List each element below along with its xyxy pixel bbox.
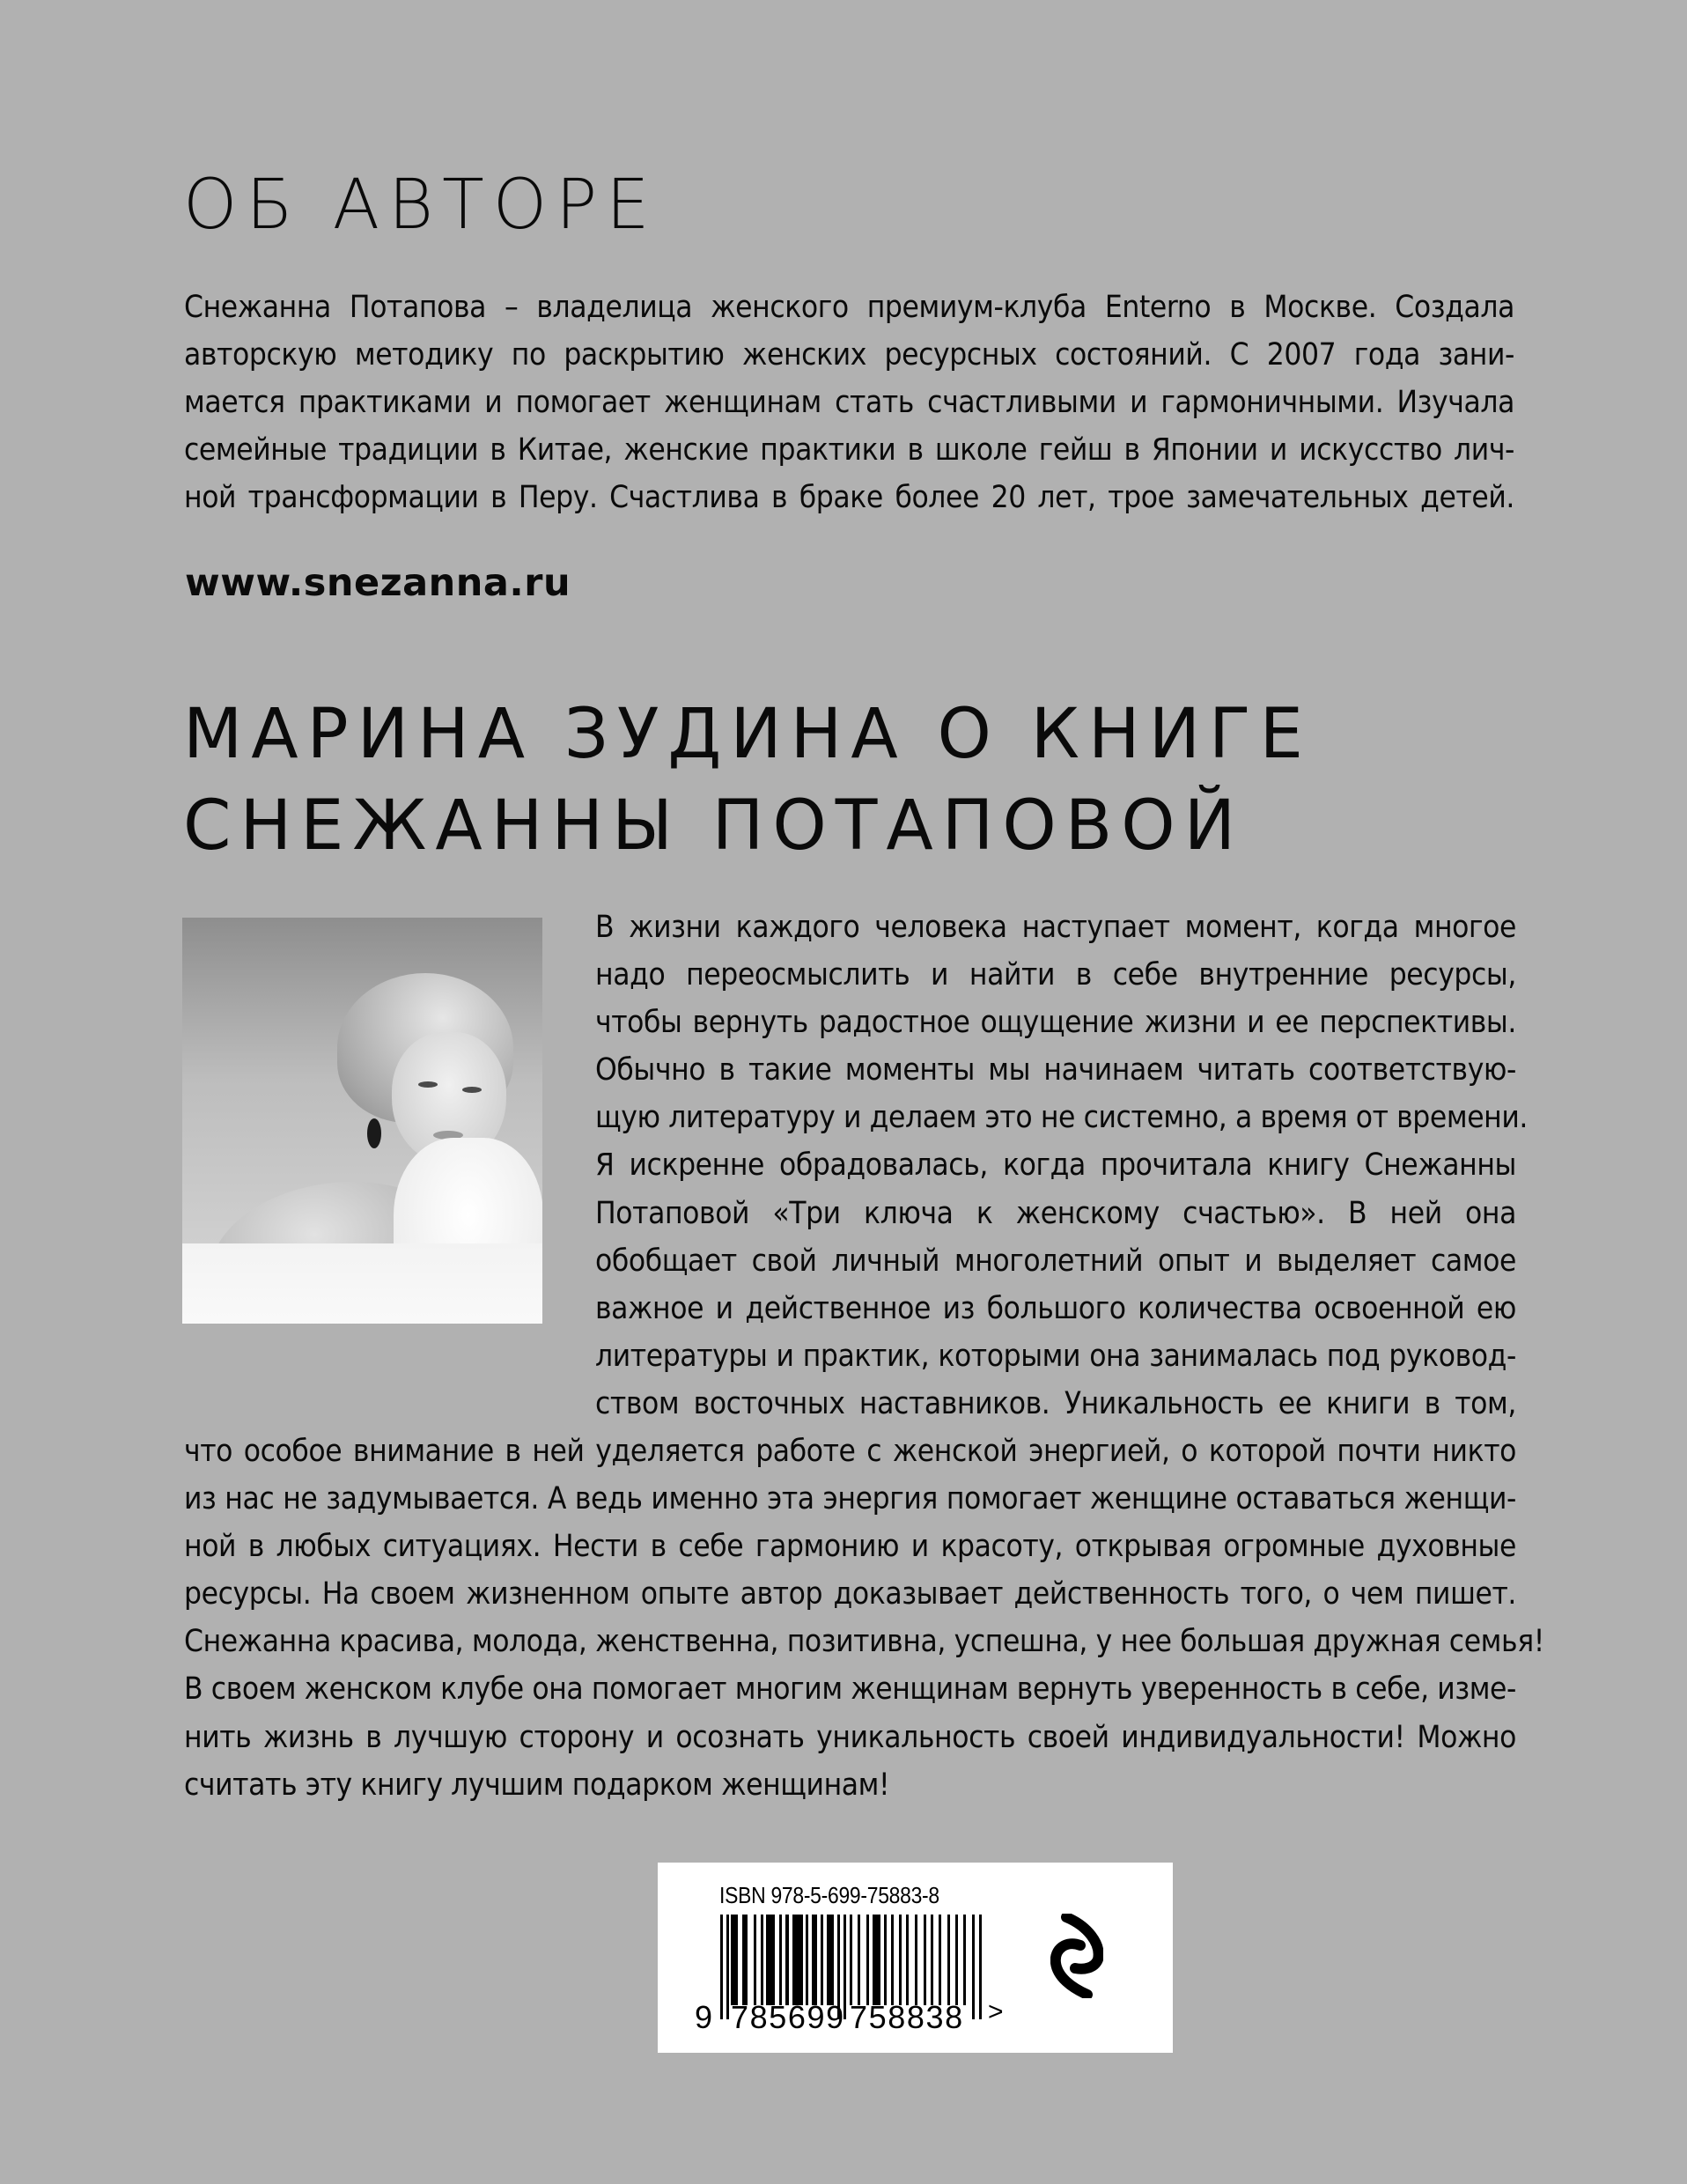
barcode-digit-first: 9 <box>695 1999 714 2035</box>
text-line: считать эту книгу лучшим подарком женщинам! <box>184 1767 890 1803</box>
text-line: ресурсы. На своем жизненном опыте автор доказывает действенность того, о чем пишет. <box>184 1576 1516 1612</box>
text-line: обобщает свой личный многолетний опыт и выделяет самое <box>595 1243 1516 1279</box>
about-author-paragraph <box>184 284 1514 521</box>
text-line: Обычно в такие моменты мы начинаем читать соответствую- <box>595 1052 1516 1088</box>
text-line: В своем женском клубе она помогает многим женщинам вернуть уверенность в себе, изме- <box>184 1671 1516 1708</box>
barcode-digits-right: 758838 <box>850 1999 964 2035</box>
text-line: литературы и практик, которыми она занималась под руковод- <box>595 1338 1516 1374</box>
barcode-arrow: > <box>988 1997 1006 2026</box>
text-line: В жизни каждого человека наступает момент, когда многое <box>595 910 1516 945</box>
photo-eye <box>418 1081 438 1088</box>
text-line: ством восточных наставников. Уникальность ее книги в том, <box>595 1385 1516 1421</box>
review-heading-line-1: МАРИНА ЗУДИНА О КНИГЕ <box>183 695 1312 774</box>
review-heading <box>183 689 1312 872</box>
text-line: нить жизнь в лучшую сторону и осознать уникальность своей индивидуальности! Можно <box>184 1719 1516 1755</box>
author-website-link[interactable]: www.snezanna.ru <box>185 561 571 605</box>
eksmo-logo-icon <box>1050 1914 1103 1998</box>
review-column-text <box>595 904 1529 1428</box>
text-line: Снежанна Потапова – владелица женского премиум-клуба Enterno в Москве. Создала <box>184 290 1514 325</box>
review-heading-line-2: СНЕЖАННЫ ПОТАПОВОЙ <box>183 786 1245 866</box>
text-line: Я искренне обрадовалась, когда прочитала книгу Снежанны <box>595 1147 1516 1184</box>
text-line: Снежанна красива, молода, женственна, позитивна, успешна, у нее большая дружная семья! <box>184 1624 1544 1660</box>
text-line: мается практиками и помогает женщинам стать счастливыми и гармоничными. Изучала <box>184 385 1514 421</box>
text-line: ной в любых ситуациях. Нести в себе гармонию и красоту, открывая огромные духовные <box>184 1529 1516 1565</box>
text-line: надо переосмыслить и найти в себе внутренние ресурсы, <box>595 957 1516 993</box>
text-line: что особое внимание в ней уделяется работе с женской энергией, о которой почти никто <box>184 1434 1516 1469</box>
text-line: Потаповой «Три ключа к женскому счастью». В ней она <box>595 1195 1516 1231</box>
photo-eye <box>462 1087 482 1093</box>
isbn-barcode-block <box>658 1863 1173 2053</box>
about-author-heading: ОБ АВТОРЕ <box>183 166 659 245</box>
author-portrait-photo <box>182 918 542 1324</box>
isbn-label: ISBN 978-5-699-75883-8 <box>719 1882 939 1908</box>
text-line: чтобы вернуть радостное ощущение жизни и ее перспективы. <box>595 1005 1516 1041</box>
text-line: важное и действенное из большого количества освоенной ею <box>595 1290 1516 1326</box>
photo-earring <box>367 1118 381 1148</box>
text-line: ной трансформации в Перу. Счастлива в браке более 20 лет, трое замечательных детей. <box>184 480 1514 516</box>
text-line: из нас не задумывается. А ведь именно эта энергия помогает женщине оставаться женщи- <box>184 1481 1516 1517</box>
text-line: авторскую методику по раскрытию женских ресурсных состояний. С 2007 года зани- <box>184 337 1514 373</box>
barcode-digits-left: 785699 <box>731 1999 845 2035</box>
photo-sweater <box>182 1243 542 1324</box>
text-line: щую литературу и делаем это не системно, а время от времени. <box>595 1100 1529 1136</box>
review-full-text <box>184 1428 1544 1809</box>
text-line: семейные традиции в Китае, женские практики в школе гейш в Японии и искусство лич- <box>184 432 1514 469</box>
